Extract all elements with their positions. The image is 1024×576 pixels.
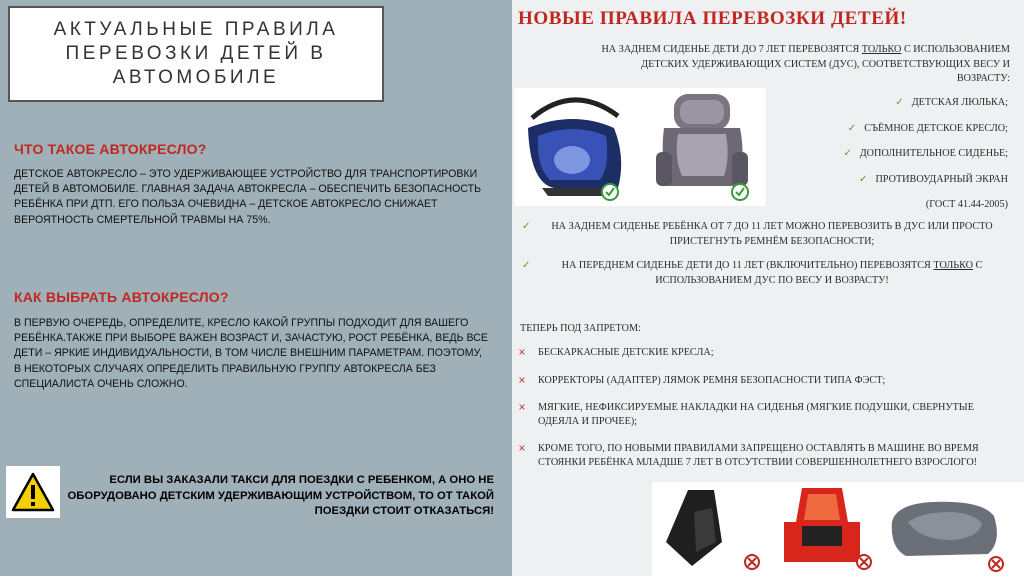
strap-adapter-icon bbox=[666, 490, 759, 569]
paragraph-what-is-car-seat: ДЕТСКОЕ АВТОКРЕСЛО – ЭТО УДЕРЖИВАЮЩЕЕ УСТРОЙСТВО ДЛЯ ТРАНСПОРТИРОВКИ ДЕТЕЙ В АВТОМОБИЛЕ. ГЛАВНАЯ ЗАДАЧА АВТОКРЕСЛА – ОБЕСПЕЧИТЬ БЕЗОПАСНОСТЬ РЕБЁНКА ПРИ ДТП. ЕГО ПОЛЬЗА ОЧЕВИДНА – ДЕТСКОЕ АВТОКРЕСЛО СНИЖАЕТ ВЕРОЯТНОСТЬ СМЕРТЕЛЬНОЙ ТРАВМЫ НА 75%. bbox=[14, 168, 482, 226]
banned-devices-image bbox=[652, 482, 1024, 576]
check-icon: ✓ bbox=[859, 173, 868, 185]
frameless-seat-icon bbox=[784, 488, 871, 569]
taxi-warning-text: ЕСЛИ ВЫ ЗАКАЗАЛИ ТАКСИ ДЛЯ ПОЕЗДКИ С РЕБЕНКОМ, А ОНО НЕ ОБОРУДОВАНО ДЕТСКИМ УДЕРЖИВАЮЩИМ УСТРОЙСТВОМ, ТО ОТ ТАКОЙ ПОЕЗДКИ СТОИТ ОТКАЗАТЬСЯ! bbox=[67, 474, 494, 517]
check-icon: ✓ bbox=[895, 97, 904, 108]
child-seat-icon bbox=[656, 94, 748, 200]
warning-icon bbox=[6, 466, 60, 518]
rule-front-text-a: НА ПЕРЕДНЕМ СИДЕНЬЕ ДЕТИ ДО 11 ЛЕТ (ВКЛЮЧИТЕЛЬНО) ПЕРЕВОЗЯТСЯ bbox=[561, 260, 934, 271]
rule-under-7-rear bbox=[590, 43, 1010, 87]
cross-icon: × bbox=[518, 347, 526, 358]
rule-under-7-text-b: С ИСПОЛЬЗОВАНИЕМ ДЕТСКИХ УДЕРЖИВАЮЩИХ СИСТЕМ (ДУС), СООТВЕТСТВУЮЩИХ ВЕСУ И ВОЗРАСТУ: bbox=[641, 44, 1010, 84]
check-icon: ✓ bbox=[847, 122, 857, 134]
list-item-text: КРОМЕ ТОГО, ПО НОВЫМИ ПРАВИЛАМИ ЗАПРЕЩЕНО ОСТАВЛЯТЬ В МАШИНЕ ВО ВРЕМЯ СТОЯНКИ РЕБЁНКА МЛАДШЕ 7 ЛЕТ В ОТСУТСТВИИ СОВЕРШЕННОЛЕТНЕГО ВЗРОСЛОГО! bbox=[538, 443, 979, 468]
banned-heading: ТЕПЕРЬ ПОД ЗАПРЕТОМ: bbox=[520, 323, 641, 334]
cross-icon: × bbox=[518, 443, 526, 454]
rule-front-seat bbox=[522, 259, 1014, 288]
gost-reference: (ГОСТ 41.44-2005) bbox=[925, 199, 1008, 210]
list-item-text: МЯГКИЕ, НЕФИКСИРУЕМЫЕ НАКЛАДКИ НА СИДЕНЬЯ (МЯГКИЕ ПОДУШКИ, СВЕРНУТЫЕ ОДЕЯЛА И ПРОЧЕЕ); bbox=[538, 402, 974, 427]
list-item bbox=[518, 401, 1008, 428]
question-how-to-choose: КАК ВЫБРАТЬ АВТОКРЕСЛО? bbox=[14, 289, 229, 305]
list-item bbox=[843, 173, 1008, 199]
list-item bbox=[843, 147, 1008, 173]
restraint-types-list bbox=[843, 96, 1008, 224]
list-item bbox=[518, 374, 1008, 388]
question-what-is-car-seat: ЧТО ТАКОЕ АВТОКРЕСЛО? bbox=[14, 141, 207, 157]
car-seats-image bbox=[514, 88, 766, 206]
list-item-text: СЪЁМНОЕ ДЕТСКОЕ КРЕСЛО; bbox=[864, 122, 1008, 134]
list-item bbox=[518, 442, 1008, 469]
title-box bbox=[8, 6, 384, 102]
list-item bbox=[843, 96, 1008, 122]
cross-icon: × bbox=[518, 402, 526, 413]
cross-icon: × bbox=[518, 374, 526, 386]
rule-front-text-b: С ИСПОЛЬЗОВАНИЕМ ДУС ПО ВЕСУ И ВОЗРАСТУ! bbox=[655, 260, 983, 286]
list-item-text: ДОПОЛНИТЕЛЬНОЕ СИДЕНЬЕ; bbox=[859, 148, 1008, 159]
list-item bbox=[518, 346, 1008, 360]
rule-under-7-text-a: НА ЗАДНЕМ СИДЕНЬЕ ДЕТИ ДО 7 ЛЕТ ПЕРЕВОЗЯТСЯ bbox=[601, 44, 862, 55]
list-item-text: ДЕТСКАЯ ЛЮЛЬКА; bbox=[911, 97, 1008, 108]
list-item-text: БЕСКАРКАСНЫЕ ДЕТСКИЕ КРЕСЛА; bbox=[538, 347, 714, 358]
check-icon: ✓ bbox=[522, 221, 531, 232]
infant-carrier-icon bbox=[528, 100, 621, 200]
rule-7-11-text: НА ЗАДНЕМ СИДЕНЬЕ РЕБЁНКА ОТ 7 ДО 11 ЛЕТ МОЖНО ПЕРЕВОЗИТЬ В ДУС ИЛИ ПРОСТО ПРИСТЕГНУТЬ РЕМНЁМ БЕЗОПАСНОСТИ; bbox=[551, 221, 993, 247]
list-item-text: КОРРЕКТОРЫ (АДАПТЕР) ЛЯМОК РЕМНЯ БЕЗОПАСНОСТИ ТИПА ФЭСТ; bbox=[538, 374, 886, 386]
check-icon: ✓ bbox=[843, 148, 852, 159]
list-item bbox=[843, 122, 1008, 148]
banned-list bbox=[518, 346, 1008, 483]
rule-under-7-only: ТОЛЬКО bbox=[861, 44, 902, 55]
rule-7-11-rear bbox=[522, 220, 1014, 249]
new-rules-title: НОВЫЕ ПРАВИЛА ПЕРЕВОЗКИ ДЕТЕЙ! bbox=[518, 8, 907, 29]
soft-cushion-icon bbox=[892, 502, 1003, 571]
check-icon: ✓ bbox=[522, 260, 531, 271]
page-title: АКТУАЛЬНЫЕ ПРАВИЛА ПЕРЕВОЗКИ ДЕТЕЙ В АВТОМОБИЛЕ bbox=[53, 19, 339, 88]
rule-front-only: ТОЛЬКО bbox=[933, 260, 973, 271]
list-item-text: ПРОТИВОУДАРНЫЙ ЭКРАН bbox=[875, 173, 1008, 185]
paragraph-how-to-choose: В ПЕРВУЮ ОЧЕРЕДЬ, ОПРЕДЕЛИТЕ, КРЕСЛО КАКОЙ ГРУППЫ ПОДХОДИТ ДЛЯ ВАШЕГО РЕБЁНКА.ТАКЖЕ ПРИ ВЫБОРЕ ВАЖЕН ВОЗРАСТ И, ЗАЧАСТУЮ, РОСТ РЕБЁНКА, ВЕДЬ ВСЕ ДЕТИ – ЯРКИЕ ИНДИВИДУАЛЬНОСТИ, В ТОМ ЧИСЛЕ ВНЕШНИМ ПАРАМЕТРАМ. ПОЭТОМУ, В НЕКОТОРЫХ СЛУЧАЯХ ОПРЕДЕЛИТЬ ПРАВИЛЬНУЮ ГРУППУ АВТОКРЕСЛА БЕЗ СПЕЦИАЛИСТА ОЧЕНЬ СЛОЖНО. bbox=[14, 317, 488, 390]
